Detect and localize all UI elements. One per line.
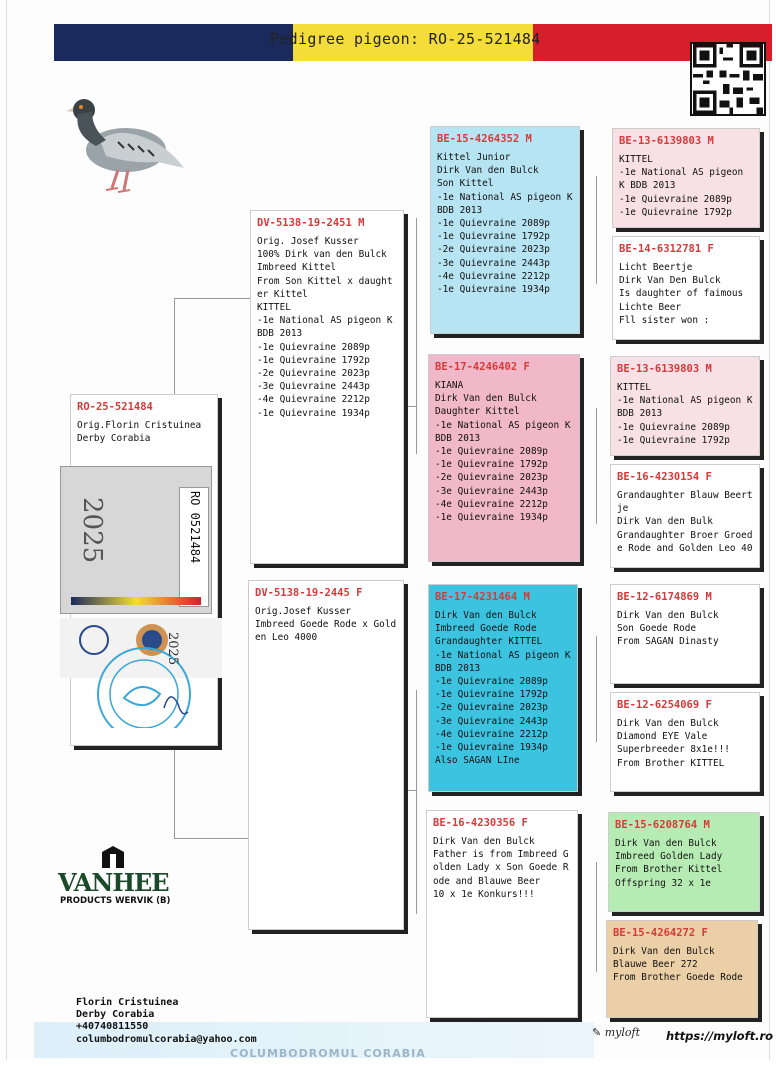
seal-year: 2025	[165, 632, 180, 666]
pigeon-notes: Dirk Van den Bulck Blauwe Beer 272 From Brother Goede Rode	[613, 946, 743, 984]
connector-line	[416, 218, 417, 454]
pigeon-notes: Dirk Van den Bulck Son Goede Rode From SAGAN Dinasty	[617, 610, 719, 648]
breeder-phone[interactable]: +40740811550	[76, 1021, 149, 1033]
pigeon-notes: Orig.Josef Kusser Imbreed Goede Rode x Golden Leo 4000	[255, 606, 397, 644]
pigeon-illustration	[62, 84, 186, 208]
pigeon-notes: KITTEL -1e National AS pigeon K BDB 2013 -1e Quievraine 2089p -1e Quievraine 1792p	[619, 154, 744, 218]
ggp-card-3[interactable]	[610, 356, 760, 456]
ggp-card-5[interactable]	[610, 584, 760, 684]
ring-number: BE-17-4246402 F	[435, 361, 530, 373]
flag-blue	[54, 24, 293, 61]
ring-number: DV-5138-19-2451 M	[257, 217, 365, 229]
breeder-club: Derby Corabia	[76, 1009, 155, 1021]
ggp-card-2[interactable]	[612, 236, 760, 340]
sponsor-name: VANHEE	[58, 868, 169, 897]
myloft-bird-icon: ✎	[592, 1026, 602, 1039]
ring-number: BE-12-6174869 M	[617, 591, 712, 603]
breeder-name: Florin Cristuinea	[76, 997, 179, 1008]
ring-number: BE-15-4264272 F	[613, 927, 708, 939]
sire-card[interactable]	[250, 210, 404, 564]
pigeon-notes: Kittel Junior Dirk Van den Bulck Son Kittel -1e National AS pigeon K BDB 2013 -1e Quievraine 2089p -1e Quievraine 1792p -2e Quievraine 2023p -3e Quievraine 2443p -4e Quievraine 2212p -1e Quievraine 1934p	[437, 152, 573, 296]
ring-number: BE-15-4264352 M	[437, 133, 532, 145]
ring-number: BE-17-4231464 M	[435, 591, 530, 603]
pigeon-notes: Dirk Van den Bulck Imbreed Golden Lady From Brother Kittel Offspring 32 x 1e	[615, 838, 723, 889]
ring-number: BE-16-4230356 F	[433, 817, 528, 829]
ring-number: DV-5138-19-2445 F	[255, 587, 363, 599]
connector-line	[596, 862, 597, 972]
myloft-link[interactable]: https://myloft.ro	[666, 1029, 774, 1043]
ggp-card-8[interactable]	[606, 920, 758, 1018]
ggp-card-6[interactable]	[610, 692, 760, 792]
ownership-stamp	[60, 466, 212, 614]
vanhee-emblem-icon	[98, 846, 128, 868]
connector-line	[174, 298, 250, 299]
stamp-number: RO 0521484	[188, 491, 202, 564]
stamp-year: 2025	[77, 497, 107, 564]
footer-watermark: COLUMBODROMUL CORABIA	[230, 1047, 426, 1060]
ring-number: BE-15-6208764 M	[615, 819, 710, 831]
connector-line	[404, 406, 416, 407]
stamp-flag-stripe	[71, 597, 201, 605]
myloft-logo	[592, 1026, 640, 1039]
ring-number: RO-25-521484	[77, 401, 153, 413]
ggp-card-4[interactable]	[610, 464, 760, 568]
connector-line	[596, 636, 597, 742]
breeder-contact	[76, 997, 257, 1046]
connector-line	[596, 176, 597, 284]
connector-line	[404, 790, 416, 791]
connector-line	[174, 838, 250, 839]
pigeon-notes: Dirk Van den Bulck Imbreed Goede Rode Grandaughter KITTEL -1e National AS pigeon K BDB 2013 -1e Quievraine 2089p -1e Quievraine 1792p -2e Quievraine 2023p -3e Quievraine 2443p -4e Quievraine 2212p -1e Quievraine 1934p Also SAGAN LIne	[435, 610, 571, 767]
connector-line	[416, 690, 417, 914]
pigeon-notes: KIANA Dirk Van den Bulck Daughter Kittel -1e National AS pigeon K BDB 2013 -1e Quievraine 2089p -1e Quievraine 1792p -2e Quievraine 2023p -3e Quievraine 2443p -4e Quievraine 2212p -1e Quievraine 1934p	[435, 380, 571, 524]
connector-line	[596, 408, 597, 524]
ring-number: BE-13-6139803 M	[617, 363, 712, 375]
qr-code-icon[interactable]	[690, 42, 766, 116]
ring-number: BE-13-6139803 M	[619, 135, 714, 147]
dam-dam-card[interactable]	[426, 810, 578, 1018]
vanhee-logo	[58, 846, 178, 910]
ring-number: BE-12-6254069 F	[617, 699, 712, 711]
pigeon-notes: KITTEL -1e National AS pigeon K BDB 2013 -1e Quievraine 2089p -1e Quievraine 1792p	[617, 382, 753, 446]
club-seal-icon	[60, 618, 222, 728]
sire-dam-card[interactable]	[428, 354, 580, 562]
pigeon-notes: Orig.Florin Cristuinea Derby Corabia	[77, 420, 202, 445]
breeder-email[interactable]: columbodromulcorabia@yahoo.com	[76, 1033, 257, 1045]
dam-card[interactable]	[248, 580, 404, 930]
page-title: Pedigree pigeon: RO-25-521484	[270, 30, 541, 48]
pigeon-notes: Dirk Van den Bulck Father is from Imbreed Golden Lady x Son Goede Rode and Blauwe Beer 10 x 1e Konkurs!!!	[433, 836, 569, 900]
ggp-card-1[interactable]	[612, 128, 760, 228]
sire-sire-card[interactable]	[430, 126, 580, 334]
dam-sire-card[interactable]	[428, 584, 578, 792]
sponsor-subtitle: PRODUCTS WERVIK (B)	[60, 896, 171, 906]
pigeon-notes: Dirk Van den Bulck Diamond EYE Vale Superbreeder 8x1e!!! From Brother KITTEL	[617, 718, 730, 769]
ring-number: BE-16-4230154 F	[617, 471, 712, 483]
pigeon-notes: Orig. Josef Kusser 100% Dirk van den Bulck Imbreed Kittel From Son Kittel x daughter Kittel KITTEL -1e National AS pigeon K BDB 2013 -1e Quievraine 2089p -1e Quievraine 1792p -2e Quievraine 2023p -3e Quievraine 2443p -4e Quievraine 2212p -1e Quievraine 1934p	[257, 236, 393, 419]
myloft-brand: myloft	[604, 1026, 640, 1039]
ring-number: BE-14-6312781 F	[619, 243, 714, 255]
pigeon-notes: Grandaughter Blauw Beertje Dirk Van den Bulk Grandaughter Broer Groede Rode and Golden Leo 40	[617, 490, 753, 554]
pigeon-notes: Licht Beertje Dirk Van Den Bulck Is daughter of faimous Lichte Beer Fll sister won :	[619, 262, 744, 326]
ggp-card-7[interactable]	[608, 812, 760, 912]
